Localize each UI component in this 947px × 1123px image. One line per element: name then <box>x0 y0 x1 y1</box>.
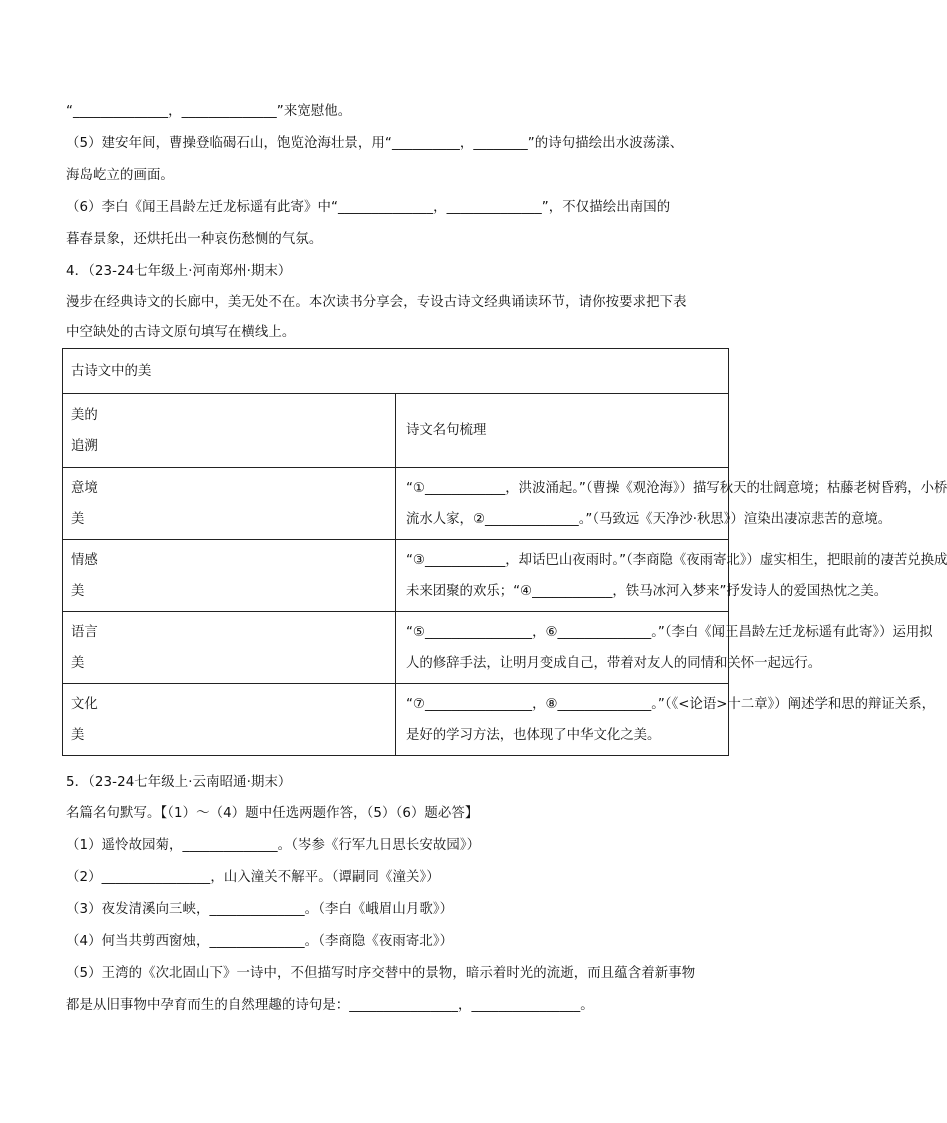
q3-line-4: （6）李白《闻王昌龄左迁龙标遥有此寄》中“______________，______________”，不仅描绘出南国的 <box>66 200 671 215</box>
table-row <box>63 468 729 540</box>
q3-line-3: 海岛屹立的画面。 <box>66 168 174 183</box>
verse-line[interactable]: “①____________，洪波涌起。”（曹操《观沧海》）描写秋天的壮阔意境；枯藤老树昏鸦，小桥 <box>406 480 947 496</box>
category-label-line-1: 情感 <box>71 552 98 568</box>
q5-header: 5．（23-24七年级上·云南昭通·期末） <box>66 775 292 790</box>
verse-line[interactable]: 未来团聚的欢乐；“④____________，铁马冰河入梦来”抒发诗人的爱国热忱之美。 <box>406 583 888 599</box>
category-cell <box>63 612 396 684</box>
column-header-origin <box>63 394 396 468</box>
column-header-origin-line-1: 美的 <box>71 407 98 423</box>
q3-line-5: 暮春景象，还烘托出一种哀伤愁恻的气氛。 <box>66 232 323 247</box>
q5-item-5[interactable]: （5）王湾的《次北固山下》一诗中，不但描写时序交替中的景物，暗示着时光的流逝，而且蕴含着新事物 <box>66 966 696 981</box>
q4-prompt-line-1: 漫步在经典诗文的长廊中，美无处不在。本次读书分享会，专设古诗文经典诵读环节，请你按要求把下表 <box>66 295 687 310</box>
category-label-line-2: 美 <box>71 511 85 527</box>
category-cell <box>63 468 396 540</box>
table-header-row <box>63 394 729 468</box>
table-title: 古诗文中的美 <box>63 349 729 394</box>
q5-instruction: 名篇名句默写。【（1）～（4）题中任选两题作答，（5）（6）题必答】 <box>66 806 479 821</box>
q4-prompt-line-2: 中空缺处的古诗文原句填写在横线上。 <box>66 325 296 340</box>
category-label-line-2: 美 <box>71 727 85 743</box>
q5-item-3[interactable]: （3）夜发清溪向三峡，______________。（李白《峨眉山月歌》） <box>66 902 454 917</box>
verse-line[interactable]: “⑤________________，⑥______________。”（李白《闻王昌龄左迁龙标遥有此寄》）运用拟 <box>406 624 933 640</box>
q5-item-4[interactable]: （4）何当共剪西窗烛，______________。（李商隐《夜雨寄北》） <box>66 934 454 949</box>
table-title-row <box>63 349 729 394</box>
q5-item-2[interactable]: （2）________________，山入潼关不解平。（谭嗣同《潼关》） <box>66 870 440 885</box>
q5-item-1[interactable]: （1）遥怜故园菊，______________。（岑参《行军九日思长安故园》） <box>66 838 481 853</box>
q3-line-2: （5）建安年间，曹操登临碣石山，饱览沧海壮景，用“__________，________”的诗句描绘出水波荡漾、 <box>66 136 684 151</box>
verse-cell <box>396 468 947 540</box>
q3-line-1: “______________，______________”来宽慰他。 <box>66 104 352 119</box>
q5-item-5-cont[interactable]: 都是从旧事物中孕育而生的自然理趣的诗句是：________________，________________。 <box>66 998 594 1013</box>
table-row <box>63 540 729 612</box>
column-header-verses: 诗文名句梳理 <box>396 394 729 468</box>
verse-cell <box>396 684 935 756</box>
verse-cell <box>396 540 947 612</box>
poetry-beauty-table <box>62 348 947 756</box>
verse-line[interactable]: “⑦________________，⑧______________。”（《<论语>十二章》）阐述学和思的辩证关系， <box>406 696 935 712</box>
verse-line[interactable]: “③____________，却话巴山夜雨时。”（李商隐《夜雨寄北》）虚实相生，把眼前的凄苦兑换成 <box>406 552 947 568</box>
category-cell <box>63 684 396 756</box>
column-header-origin-line-2: 追溯 <box>71 438 98 454</box>
category-label-line-1: 意境 <box>71 480 98 496</box>
table-row <box>63 684 729 756</box>
category-label-line-2: 美 <box>71 583 85 599</box>
verse-line[interactable]: 是好的学习方法，也体现了中华文化之美。 <box>406 727 661 743</box>
category-cell <box>63 540 396 612</box>
q4-header: 4．（23-24七年级上·河南郑州·期末） <box>66 264 292 279</box>
verse-line[interactable]: 人的修辞手法，让明月变成自己，带着对友人的同情和关怀一起远行。 <box>406 655 822 671</box>
category-label-line-1: 文化 <box>71 696 98 712</box>
verse-line[interactable]: 流水人家，②______________。”（马致远《天净沙·秋思》）渲染出凄凉悲苦的意境。 <box>406 511 892 527</box>
verse-cell <box>396 612 933 684</box>
table-row <box>63 612 729 684</box>
category-label-line-2: 美 <box>71 655 85 671</box>
category-label-line-1: 语言 <box>71 624 98 640</box>
